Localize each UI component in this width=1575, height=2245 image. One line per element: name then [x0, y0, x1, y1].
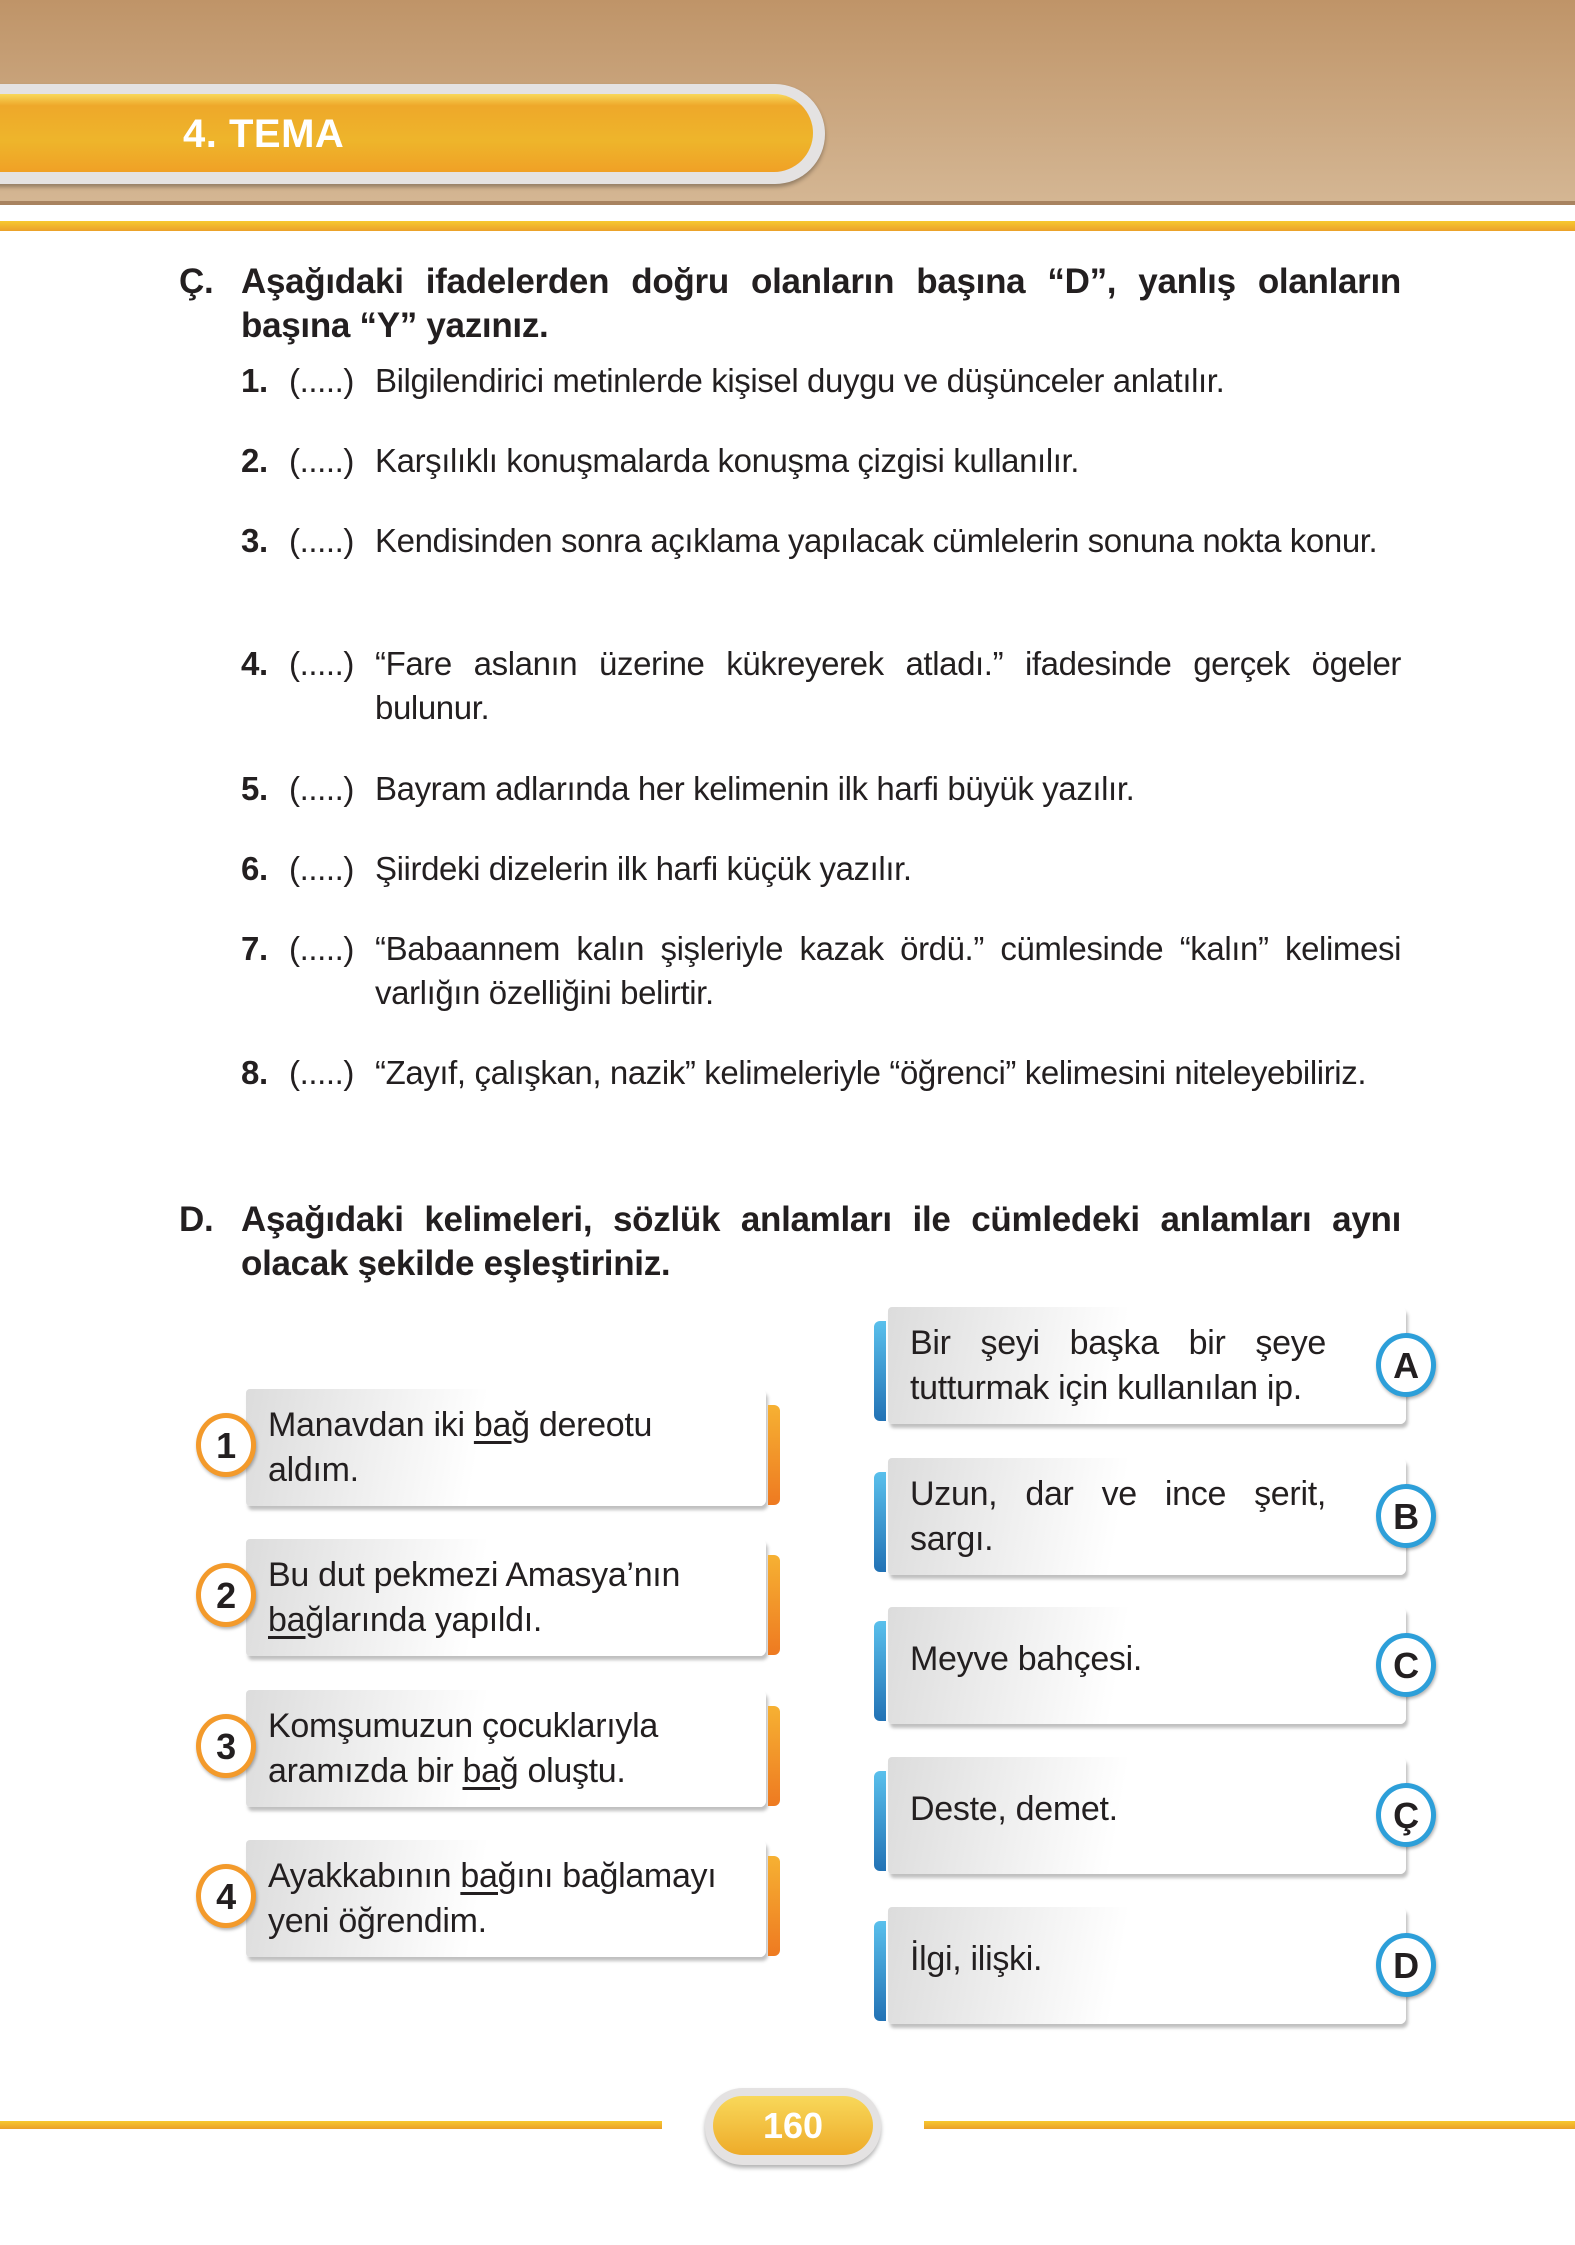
sentence-text-after: larında yapıldı. [323, 1601, 543, 1639]
section-d-letter: D. [179, 1200, 214, 1239]
item-number: 6. [241, 850, 268, 887]
answer-blank[interactable]: (.....) [289, 770, 355, 807]
sentence-number-badge: 3 [196, 1714, 256, 1778]
sentence-text-after: oluştu. [518, 1752, 626, 1790]
meaning-letter-badge: Ç [1376, 1783, 1436, 1847]
item-number: 1. [241, 362, 268, 399]
meaning-letter-badge: B [1376, 1484, 1436, 1548]
sentence-text-before: Komşumuzun çocuklarıyla aramızda bir [268, 1707, 658, 1790]
section-d-instruction: Aşağıdaki kelimeleri, sözlük anlamları ile cümledeki anlamları aynı olacak şekilde eşleştiriniz. [241, 1200, 1401, 1283]
statement-text: Bilgilendirici metinlerde kişisel duygu ve düşünceler anlatılır. [375, 362, 1225, 399]
answer-blank[interactable]: (.....) [289, 645, 355, 682]
statement-item [241, 847, 1401, 891]
sentence-text-after: ını bağlamayı yeni öğrendim. [268, 1857, 717, 1940]
meaning-letter-badge: A [1376, 1333, 1436, 1397]
meaning-card[interactable] [888, 1307, 1419, 1424]
statement-text: Karşılıklı konuşmalarda konuşma çizgisi kullanılır. [375, 442, 1080, 479]
meaning-card[interactable] [888, 1458, 1419, 1575]
statement-text: “Zayıf, çalışkan, nazik” kelimeleriyle “öğrenci” kelimesini niteleyebiliriz. [375, 1054, 1367, 1091]
sentence-card[interactable] [216, 1389, 766, 1506]
meaning-letter-badge: D [1376, 1933, 1436, 1997]
sentence-card[interactable] [216, 1840, 766, 1957]
meaning-text: Bir şeyi başka bir şeye tutturmak için kullanılan ip. [910, 1324, 1326, 1407]
meaning-card[interactable] [888, 1607, 1419, 1724]
target-word: bağ [473, 1406, 530, 1444]
sentence-number-badge: 4 [196, 1864, 256, 1928]
answer-blank[interactable]: (.....) [289, 1054, 355, 1091]
statement-item [241, 439, 1401, 483]
target-word: bağ [268, 1601, 324, 1639]
page-number: 160 [713, 2096, 873, 2155]
meaning-text: Deste, demet. [910, 1790, 1118, 1828]
sentence-text-before: Manavdan iki [268, 1406, 474, 1444]
theme-banner [0, 84, 825, 184]
statement-text: Şiirdeki dizelerin ilk harfi küçük yazılır. [375, 850, 912, 887]
meaning-text: İlgi, ilişki. [910, 1940, 1043, 1978]
section-c-letter: Ç. [179, 262, 214, 301]
page-number-badge [705, 2088, 881, 2165]
sentence-number-badge: 2 [196, 1563, 256, 1627]
sentence-text-after: dereotu aldım. [268, 1406, 653, 1489]
item-number: 2. [241, 442, 268, 479]
meaning-text: Meyve bahçesi. [910, 1640, 1143, 1678]
answer-blank[interactable]: (.....) [289, 442, 355, 479]
sentence-number-badge: 1 [196, 1413, 256, 1477]
answer-blank[interactable]: (.....) [289, 850, 355, 887]
statement-item [241, 1051, 1401, 1095]
statement-text: “Babaannem kalın şişleriyle kazak ördü.” cümlesinde “kalın” kelimesi varlığın özelliğini belirtir. [375, 930, 1401, 1011]
header-divider [0, 221, 1575, 231]
item-number: 3. [241, 522, 268, 559]
item-number: 5. [241, 770, 268, 807]
theme-title: 4. TEMA [183, 112, 345, 156]
statement-item [241, 927, 1401, 1015]
sentence-card[interactable] [216, 1690, 766, 1807]
sentence-card[interactable] [216, 1539, 766, 1656]
statement-text: “Fare aslanın üzerine kükreyerek atladı.” ifadesinde gerçek ögeler bulunur. [375, 645, 1401, 726]
target-word: bağ [462, 1752, 519, 1790]
answer-blank[interactable]: (.....) [289, 930, 355, 967]
sentence-text-before: Bu dut pekmezi Amasya’nın [268, 1556, 681, 1594]
statement-text: Bayram adlarında her kelimenin ilk harfi büyük yazılır. [375, 770, 1135, 807]
footer-line-left [0, 2121, 662, 2129]
statement-item [241, 642, 1401, 730]
answer-blank[interactable]: (.....) [289, 362, 355, 399]
target-word: bağ [460, 1857, 517, 1895]
sentence-text-before: Ayakkabının [268, 1857, 461, 1895]
answer-blank[interactable]: (.....) [289, 522, 355, 559]
meaning-text: Uzun, dar ve ince şerit, sargı. [910, 1475, 1326, 1558]
statement-item [241, 359, 1401, 403]
item-number: 4. [241, 645, 268, 682]
meaning-letter-badge: C [1376, 1633, 1436, 1697]
item-number: 8. [241, 1054, 268, 1091]
statement-item [241, 767, 1401, 811]
section-c-instruction: Aşağıdaki ifadelerden doğru olanların başına “D”, yanlış olanların başına “Y” yazınız. [241, 262, 1401, 345]
footer-line-right [924, 2121, 1575, 2129]
statement-text: Kendisinden sonra açıklama yapılacak cümlelerin sonuna nokta konur. [375, 522, 1378, 559]
statement-item [241, 519, 1401, 563]
meaning-card[interactable] [888, 1907, 1419, 2024]
item-number: 7. [241, 930, 268, 967]
meaning-card[interactable] [888, 1757, 1419, 1874]
